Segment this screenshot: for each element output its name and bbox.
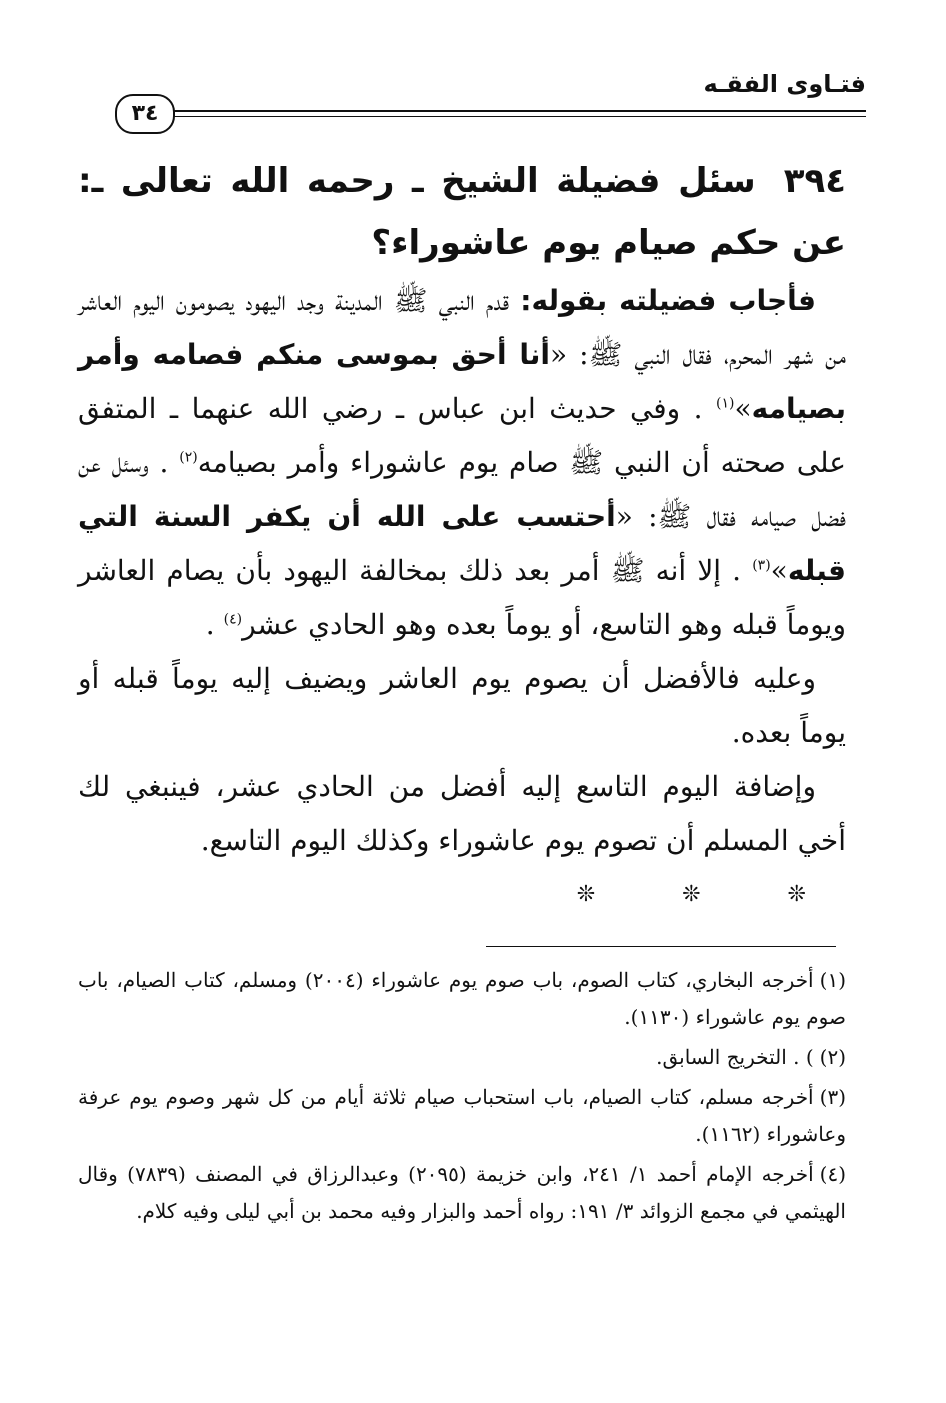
footnote-text: أخرجه البخاري، كتاب الصوم، باب صوم يوم عاشوراء (٢٠٠٤) ومسلم، كتاب الصيام، باب صوم يوم عاشوراء (١١٣٠). <box>78 968 846 1029</box>
main-text <box>78 150 846 907</box>
answer-lead: فأجاب فضيلته بقوله: <box>520 284 816 317</box>
header-rule <box>170 110 866 112</box>
footnote-text: أخرجه مسلم، كتاب الصيام، باب استحباب صيام ثلاثة أيام من كل شهر وصوم يوم عرفة وعاشوراء (١١٦٢). <box>78 1085 846 1146</box>
question <box>78 150 846 274</box>
answer-text: . إلا أنه ﷺ أمر بعد ذلك بمخالفة اليهود بأن يصام العاشر ويوماً قبله وهو التاسع، أو يوماً بعده وهو الحادي عشر <box>78 554 846 641</box>
footnote <box>78 1039 846 1076</box>
footnote <box>78 1079 846 1153</box>
page-number: ٣٤ <box>115 94 175 134</box>
answer-paragraph-1 <box>78 274 846 652</box>
footnote-ref-4: (٤) <box>223 611 243 628</box>
page-header <box>60 62 866 132</box>
footnote-ref-3: (٣) <box>752 557 771 574</box>
footnote-rule <box>486 946 836 947</box>
quote-close: » <box>734 392 752 425</box>
header-rule-thin <box>170 116 866 117</box>
footnote-number: (٤) <box>819 1162 846 1186</box>
footnote <box>78 1156 846 1230</box>
answer-text: قدم النبي ﷺ المدينة وجد اليهود يصومون اليوم العاشر من شهر المحرم، فقال النبي ﷺ: « <box>78 284 846 371</box>
hadith-quote-1: أنا أحق بموسى منكم فصامه وأمر بصيامه <box>78 338 846 425</box>
footnote-number: (٢) <box>819 1045 846 1069</box>
answer-text: . وفي حديث ابن عباس ـ رضي الله عنهما ـ المتفق على صحته أن النبي ﷺ صام يوم عاشوراء وأمر بصيامه <box>78 392 847 479</box>
question-text: سئل فضيلة الشيخ ـ رحمه الله تعالى ـ: عن حكم صيام يوم عاشوراء؟ <box>78 161 846 263</box>
footnote-number: (١) <box>819 968 846 992</box>
hadith-quote-2: أحتسب على الله أن يكفر السنة التي قبله <box>78 500 846 587</box>
book-title: فتـاوى الفقـه <box>703 70 866 98</box>
footnote-number: (٣) <box>819 1085 846 1109</box>
footnotes <box>78 962 846 1233</box>
footnote-ref-1: (١) <box>716 395 735 412</box>
answer-text: . وسئل عن فضل صيامه فقال ﷺ: « <box>78 446 846 533</box>
answer-paragraph-3: وإضافة اليوم التاسع إليه أفضل من الحادي عشر، فينبغي لك أخي المسلم أن تصوم يوم عاشوراء وكذلك اليوم التاسع. <box>78 770 846 857</box>
answer-text: . <box>205 608 224 641</box>
footnote <box>78 962 846 1036</box>
quote-close: » <box>770 554 788 587</box>
footnote-ref-2: (٢) <box>179 449 198 466</box>
footnote-text: ) . التخريج السابق. <box>656 1045 814 1069</box>
footnote-text: أخرجه الإمام أحمد ١/ ٢٤١، وابن خزيمة (٢٠٩٥) وعبدالرزاق في المصنف (٧٨٣٩) وقال الهيثمي في مجمع الزوائد ٣/ ١٩١: رواه أحمد والبزار وفيه محمد بن أبي ليلى وفيه كلام. <box>78 1162 846 1223</box>
question-number: ٣٩٤ <box>783 161 846 201</box>
answer-paragraph-2: وعليه فالأفضل أن يصوم يوم العاشر ويضيف إليه يوماً قبله أو يوماً بعده. <box>78 662 846 749</box>
section-separator: ❊ ❊ ❊ <box>576 882 846 907</box>
